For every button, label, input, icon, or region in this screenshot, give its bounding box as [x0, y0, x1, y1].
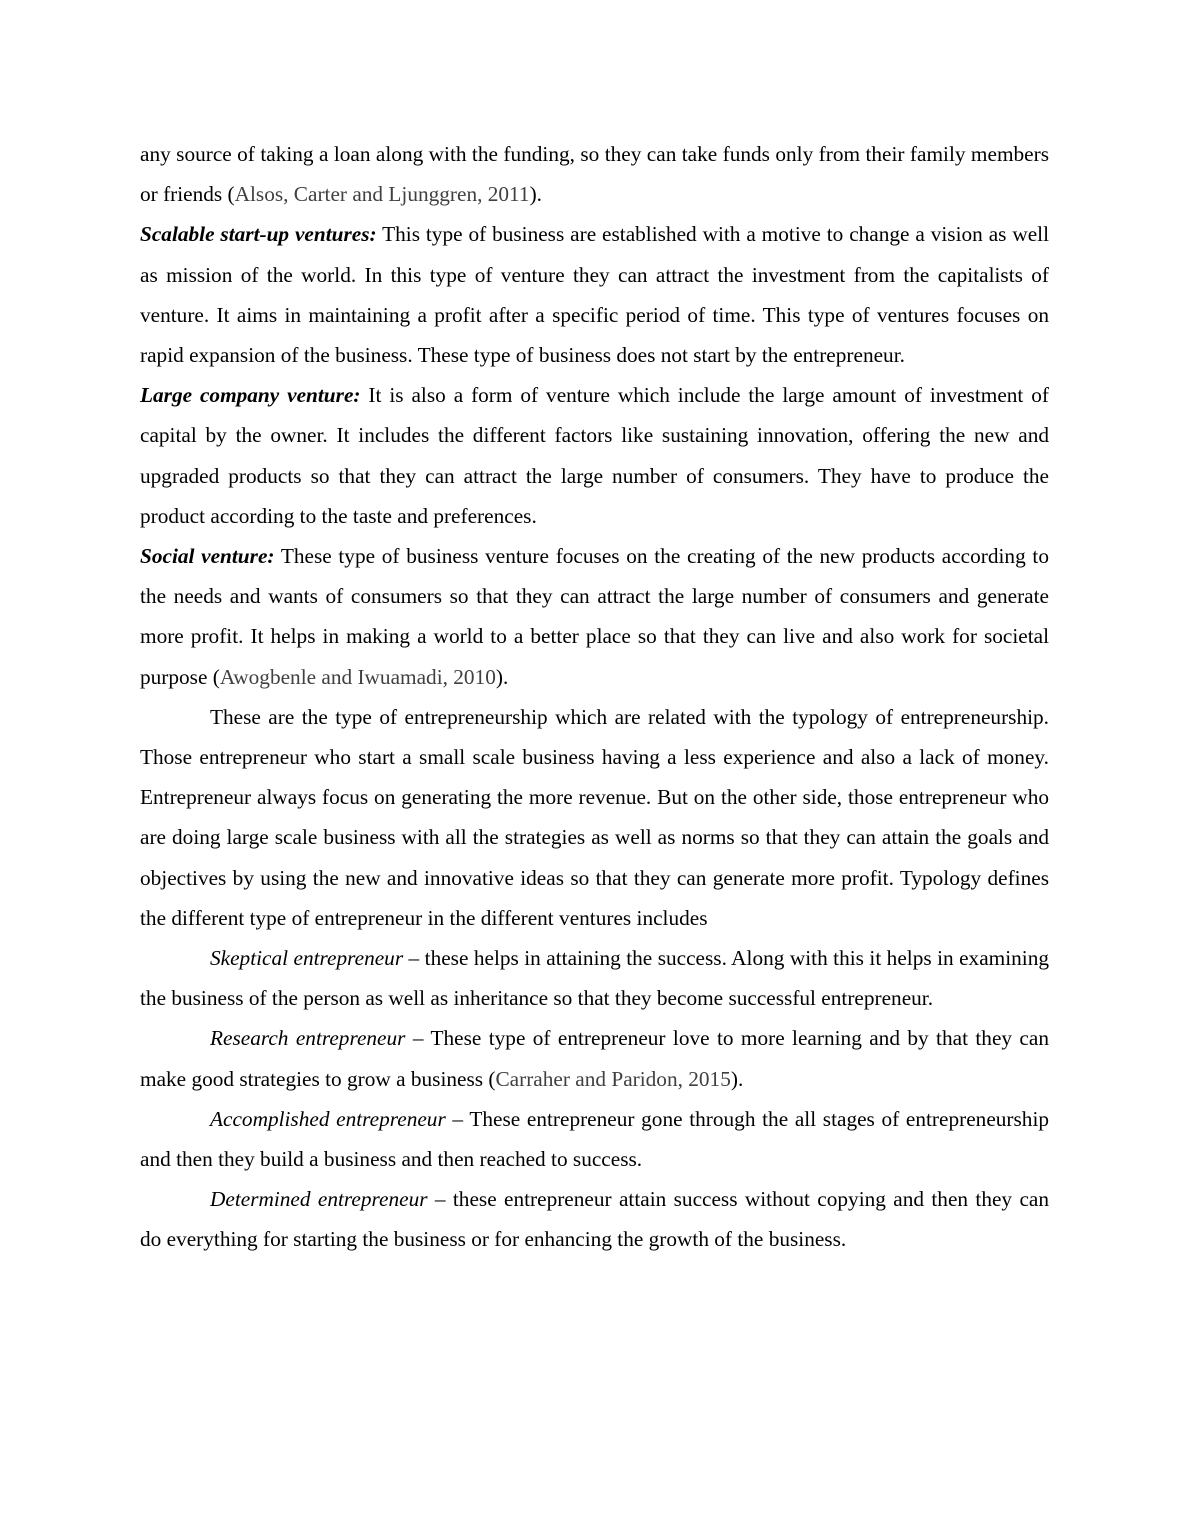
paragraph-research-entrepreneur: [140, 1018, 1049, 1098]
paragraph-text: These are the type of entrepreneurship which are related with the typology of entrepreneurship. Those entrepreneur who start a small scale business having a less experience and also a lack of money. Entrepreneur always focus on generating the more revenue. But on the other side, those entrepreneur who are doing large scale business with all the strategies as well as norms so that they can attain the goals and objectives by using the new and innovative ideas so that they can generate more profit. Typology defines the different type of entrepreneur in the different ventures includes: [140, 704, 1049, 930]
paragraph-accomplished-entrepreneur: [140, 1099, 1049, 1179]
paragraph-text: ).: [529, 182, 542, 207]
paragraph-text: – These type of entrepreneur love to more learning and by that they can make good strategies to grow a business (: [140, 1026, 1049, 1091]
paragraph-large-company: [140, 375, 1049, 536]
paragraph-text: any source of taking a loan along with the funding, so they can take funds only from their family members or friends (: [140, 142, 1049, 207]
paragraph-text: ).: [495, 664, 509, 689]
term-research-entrepreneur: Research entrepreneur: [210, 1026, 406, 1051]
citation-alsos-carter-ljunggren: Alsos, Carter and Ljunggren, 2011: [234, 182, 530, 207]
paragraph-text: – These entrepreneur gone through the all stages of entrepreneurship and then they build a business and then reached to success.: [140, 1106, 1050, 1172]
document-body: [140, 134, 1049, 1260]
citation-carraher-paridon: Carraher and Paridon, 2015: [495, 1066, 731, 1091]
paragraph-text: – these entrepreneur attain success without copying and then they can do everything for starting the business or for enhancing the growth of the business.: [140, 1187, 1049, 1252]
paragraph-text: This type of business are established with a motive to change a vision as well as mission of the world. In this type of venture they can attract the investment from the capitalists of venture. It aims in maintaining a profit after a specific period of time. This type of ventures focuses on rapid expansion of the business. These type of business does not start by the entrepreneur.: [140, 222, 1050, 368]
paragraph-funding-source: [140, 134, 1049, 214]
paragraph-text: – these helps in attaining the success. Along with this it helps in examining the business of the person as well as inheritance so that they become successful entrepreneur.: [140, 946, 1049, 1011]
citation-awogbenle-iwuamadi: Awogbenle and Iwuamadi, 2010: [219, 664, 496, 689]
heading-scalable-startup-ventures: Scalable start-up ventures:: [140, 222, 377, 247]
heading-social-venture: Social venture:: [140, 544, 275, 569]
paragraph-determined-entrepreneur: [140, 1179, 1049, 1259]
paragraph-text: ).: [730, 1066, 744, 1091]
paragraph-text: These type of business venture focuses on the creating of the new products according to the needs and wants of consumers so that they can attract the large number of consumers and generate more profit. It helps in making a world to a better place so that they can live and also work for societal purpose (: [140, 544, 1049, 689]
paragraph-scalable-startup: [140, 214, 1049, 375]
heading-large-company-venture: Large company venture:: [140, 383, 361, 408]
term-determined-entrepreneur: Determined entrepreneur: [210, 1187, 428, 1212]
term-skeptical-entrepreneur: Skeptical entrepreneur: [210, 946, 404, 971]
paragraph-skeptical-entrepreneur: [140, 938, 1049, 1018]
paragraph-social-venture: [140, 536, 1049, 697]
paragraph-typology: [140, 697, 1049, 938]
term-accomplished-entrepreneur: Accomplished entrepreneur: [210, 1106, 446, 1131]
paragraph-text: It is also a form of venture which include the large amount of investment of capital by the owner. It includes the different factors like sustaining innovation, offering the new and upgraded products so that they can attract the large number of consumers. They have to produce the product according to the taste and preferences.: [140, 383, 1049, 528]
